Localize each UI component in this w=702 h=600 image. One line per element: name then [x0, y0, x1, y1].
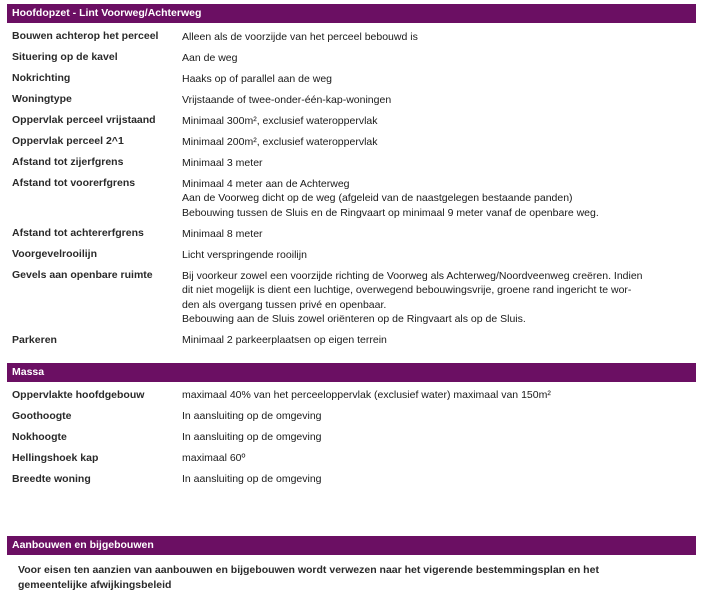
- row-value: [182, 173, 696, 223]
- row-label: Afstand tot achtererfgrens: [12, 227, 144, 239]
- row-label: Oppervlak perceel vrijstaand: [12, 114, 156, 126]
- value-line: Haaks op of parallel aan de weg: [182, 72, 333, 85]
- value-line: Minimaal 2 parkeerplaatsen op eigen terrein: [182, 334, 387, 346]
- table-row: [7, 173, 696, 223]
- row-value: [182, 131, 696, 152]
- row-label: Oppervlak perceel 2^1: [12, 135, 124, 147]
- row-label: Voorgevelrooilijn: [12, 248, 97, 260]
- row-value: [182, 427, 696, 448]
- table-row: [7, 244, 696, 265]
- value-line: Bebouwing aan de Sluis zowel oriënteren op de Ringvaart als op de Sluis.: [182, 313, 526, 325]
- value-line: maximaal 40% van het perceeloppervlak (exclusief water) maximaal van 150m²: [182, 389, 551, 401]
- section-header-aanbouwen: Aanbouwen en bijgebouwen: [7, 536, 696, 555]
- section-header-massa: Massa: [7, 363, 696, 382]
- hoofdopzet-table: [7, 23, 696, 351]
- value-line: Vrijstaande of twee-onder-één-kap-woningen: [182, 93, 392, 106]
- row-value: [182, 406, 696, 427]
- value-line: Minimaal 200m², exclusief wateroppervlak: [182, 135, 378, 148]
- row-label: Nokhoogte: [12, 430, 67, 443]
- row-value: [182, 385, 696, 406]
- row-value: [182, 265, 696, 330]
- table-row: [7, 406, 696, 427]
- value-line: Minimaal 8 meter: [182, 227, 263, 240]
- value-line: dit niet mogelijk is dient een luchtige, overwegend bebouwingsvrije, groene rand ingericht te wor-: [182, 284, 632, 296]
- row-value: [182, 89, 696, 110]
- section-header-hoofdopzet: Hoofdopzet - Lint Voorweg/Achterweg: [7, 4, 696, 23]
- table-row: [7, 68, 696, 89]
- value-line: In aansluiting op de omgeving: [182, 431, 322, 443]
- value-line: In aansluiting op de omgeving: [182, 410, 322, 422]
- table-row: [7, 89, 696, 110]
- value-line: Minimaal 300m², exclusief wateroppervlak: [182, 114, 378, 127]
- value-line: Bij voorkeur zowel een voorzijde richting de Voorweg als Achterweg/Noordveenweg creëren. Indien: [182, 269, 643, 282]
- row-value: [182, 152, 696, 173]
- value-line: Licht verspringende rooilijn: [182, 248, 307, 261]
- value-line: Aan de Voorweg dicht op de weg (afgeleid van de naastgelegen bestaande panden): [182, 192, 573, 204]
- row-value: [182, 110, 696, 131]
- row-label: Situering op de kavel: [12, 51, 118, 63]
- row-label: Parkeren: [12, 333, 57, 346]
- massa-table: [7, 382, 696, 490]
- value-line: Bebouwing tussen de Sluis en de Ringvaart op minimaal 9 meter vanaf de openbare weg.: [182, 206, 599, 219]
- row-label: Gevels aan openbare ruimte: [12, 269, 153, 281]
- row-label: Goothoogte: [12, 409, 72, 422]
- row-value: [182, 223, 696, 244]
- row-label: Hellingshoek kap: [12, 451, 99, 464]
- row-label: Woningtype: [12, 93, 72, 105]
- table-row: [7, 469, 696, 490]
- row-value: [182, 26, 696, 47]
- row-value: [182, 47, 696, 68]
- row-value: [182, 469, 696, 490]
- row-value: [182, 448, 696, 469]
- note-line: Voor eisen ten aanzien van aanbouwen en bijgebouwen wordt verwezen naar het vigerende bestemmingsplan en het: [18, 563, 599, 576]
- row-label: Breedte woning: [12, 472, 91, 485]
- table-row: [7, 47, 696, 68]
- table-row: [7, 223, 696, 244]
- value-line: Minimaal 4 meter aan de Achterweg: [182, 177, 350, 190]
- row-label: Nokrichting: [12, 72, 71, 84]
- table-row: [7, 152, 696, 173]
- value-line: Alleen als de voorzijde van het perceel bebouwd is: [182, 30, 418, 43]
- aanbouwen-note: [7, 555, 696, 593]
- value-line: In aansluiting op de omgeving: [182, 473, 322, 485]
- table-row: [7, 330, 696, 351]
- table-row: [7, 265, 696, 330]
- value-line: maximaal 60º: [182, 452, 246, 464]
- row-value: [182, 244, 696, 265]
- table-row: [7, 427, 696, 448]
- table-row: [7, 385, 696, 406]
- value-line: den als overgang tussen privé en openbaar.: [182, 298, 387, 311]
- row-value: [182, 68, 696, 89]
- note-line: gemeentelijke afwijkingsbeleid: [18, 578, 172, 591]
- table-row: [7, 448, 696, 469]
- requirements-document: [7, 4, 696, 593]
- value-line: Minimaal 3 meter: [182, 156, 263, 169]
- row-label: Oppervlakte hoofdgebouw: [12, 388, 145, 401]
- row-label: Afstand tot voorerfgrens: [12, 177, 136, 189]
- row-label: Bouwen achterop het perceel: [12, 30, 159, 42]
- table-row: [7, 110, 696, 131]
- value-line: Aan de weg: [182, 51, 238, 64]
- row-label: Afstand tot zijerfgrens: [12, 156, 124, 168]
- row-value: [182, 330, 696, 351]
- table-row: [7, 131, 696, 152]
- table-row: [7, 26, 696, 47]
